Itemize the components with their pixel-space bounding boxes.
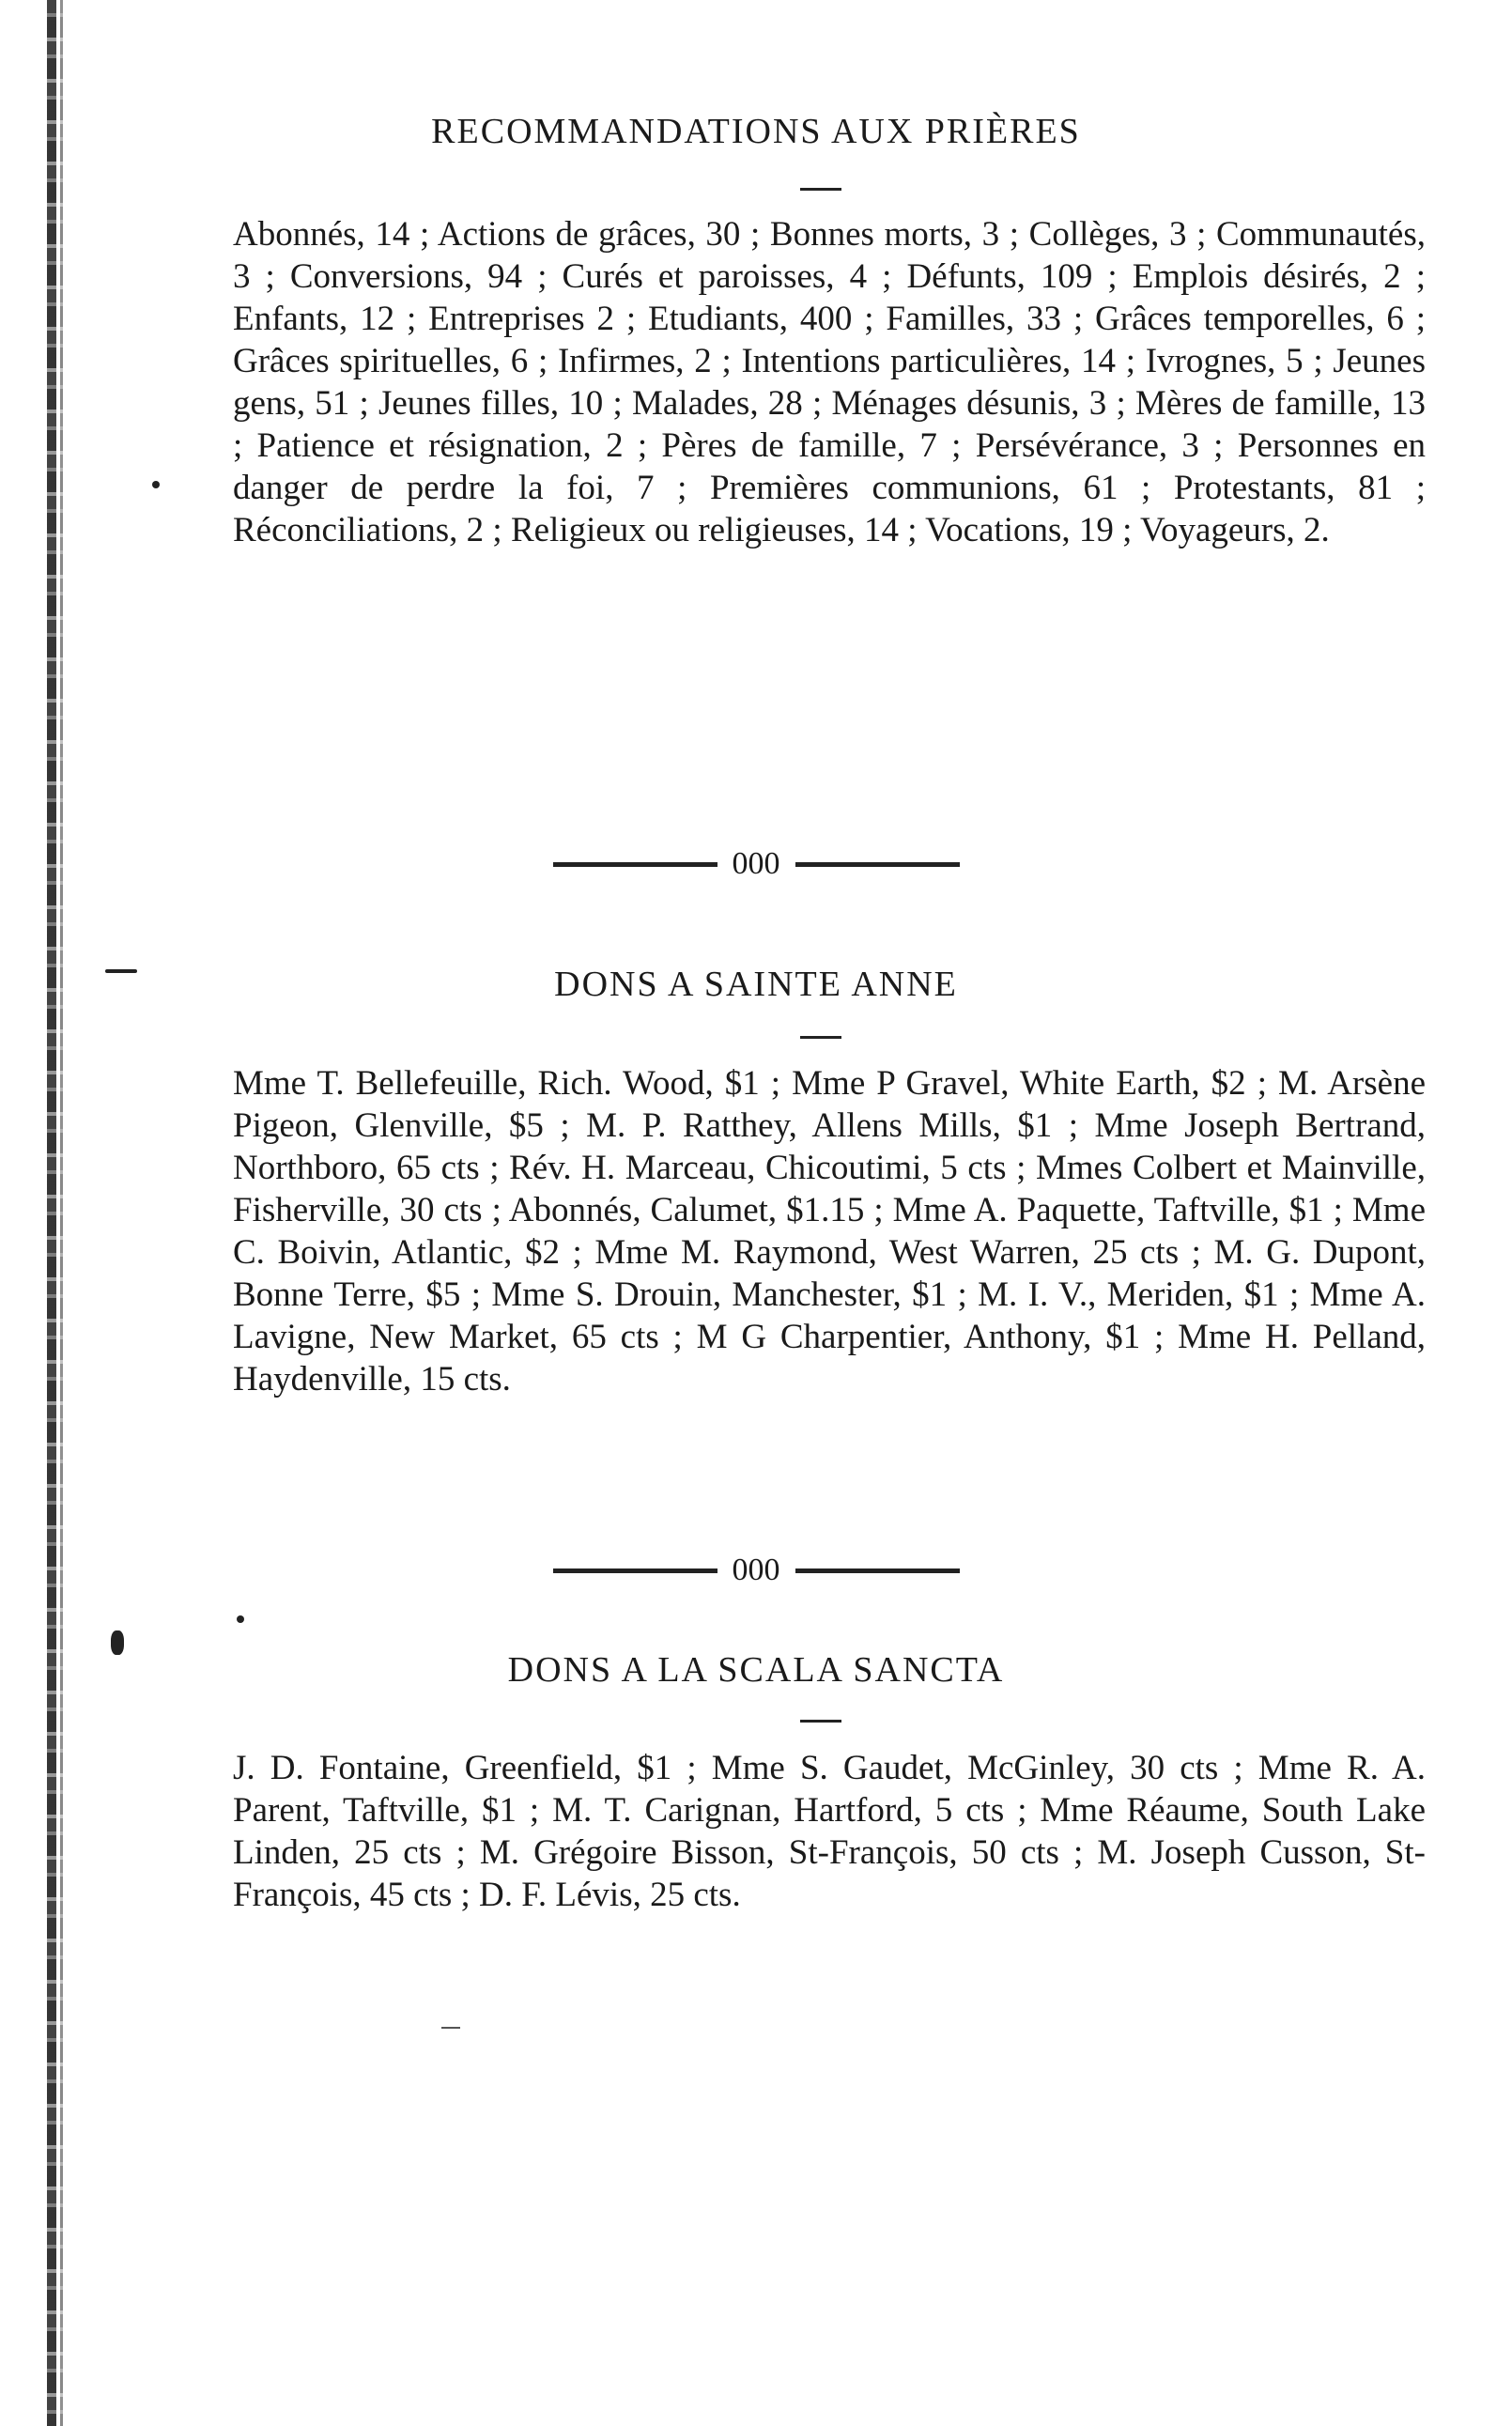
- scan-dash: [441, 2027, 460, 2029]
- scan-speck: [152, 481, 160, 488]
- divider-bar-left: [553, 1568, 717, 1573]
- recommandations-text: Abonnés, 14 ; Actions de grâces, 30 ; Bonnes morts, 3 ; Collèges, 3 ; Communautés, 3 ; Conversions, 94 ; Curés et paroisses, 4 ; Défunts, 109 ; Emplois désirés, 2 ; Enfants, 12 ; Entreprises 2 ; Etudiants, 400 ; Familles, 33 ; Grâces temporelles, 6 ; Grâces spirituelles, 6 ; Infirmes, 2 ; Intentions particulières, 14 ; Ivrognes, 5 ; Jeunes gens, 51 ; Jeunes filles, 10 ; Malades, 28 ; Ménages désunis, 3 ; Mères de famille, 13 ; Patience et résignation, 2 ; Pères de famille, 7 ; Persévérance, 3 ; Personnes en danger de perdre la foi, 7 ; Premières communions, 61 ; Protestants, 81 ; Réconciliations, 2 ; Religieux ou religieuses, 14 ; Vocations, 19 ; Voyageurs, 2.: [233, 215, 1426, 549]
- dons-sainte-anne-text: Mme T. Bellefeuille, Rich. Wood, $1 ; Mme P Gravel, White Earth, $2 ; M. Arsène Pigeon, Glenville, $5 ; M. P. Ratthey, Allens Mills, $1 ; Mme Joseph Bertrand, Northboro, 65 cts ; Rév. H. Marceau, Chicoutimi, 5 cts ; Mmes Colbert et Mainville, Fisherville, 30 cts ; Abonnés, Calumet, $1.15 ; Mme A. Paquette, Taftville, $1 ; Mme C. Boivin, Atlantic, $2 ; Mme M. Raymond, West Warren, 25 cts ; M. G. Dupont, Bonne Terre, $5 ; Mme S. Drouin, Manchester, $1 ; M. I. V., Meriden, $1 ; Mme A. Lavigne, New Market, 65 cts ; M G Charpentier, Anthony, $1 ; Mme H. Pelland, Haydenville, 15 cts.: [233, 1064, 1426, 1398]
- title-rule: [800, 188, 841, 191]
- section-title-dons-scala-sancta: DONS A LA SCALA SANCTA: [507, 1650, 1005, 1690]
- title-rule: [800, 1720, 841, 1723]
- section-divider: [0, 1552, 1512, 1589]
- section-title-dons-sainte-anne: DONS A SAINTE ANNE: [554, 965, 958, 1004]
- scan-margin-edge: [47, 0, 56, 2426]
- title-rule: [800, 1036, 841, 1039]
- divider-mark: 000: [732, 1553, 780, 1587]
- section-divider: [0, 845, 1512, 883]
- section-title-recommandations: RECOMMANDATIONS AUX PRIÈRES: [431, 112, 1081, 151]
- divider-bar-left: [553, 862, 717, 867]
- scan-speck: [237, 1615, 244, 1623]
- dons-scala-sancta-text: J. D. Fontaine, Greenfield, $1 ; Mme S. Gaudet, McGinley, 30 cts ; Mme R. A. Parent, Taftville, $1 ; M. T. Carignan, Hartford, 5 cts ; Mme Réaume, South Lake Linden, 25 cts ; M. Grégoire Bisson, St-François, 50 cts ; M. Joseph Cusson, St-François, 45 cts ; D. F. Lévis, 25 cts.: [233, 1749, 1426, 1914]
- divider-mark: 000: [732, 846, 780, 881]
- divider-bar-right: [795, 862, 960, 867]
- scan-margin-shadow: [60, 0, 63, 2426]
- divider-bar-right: [795, 1568, 960, 1573]
